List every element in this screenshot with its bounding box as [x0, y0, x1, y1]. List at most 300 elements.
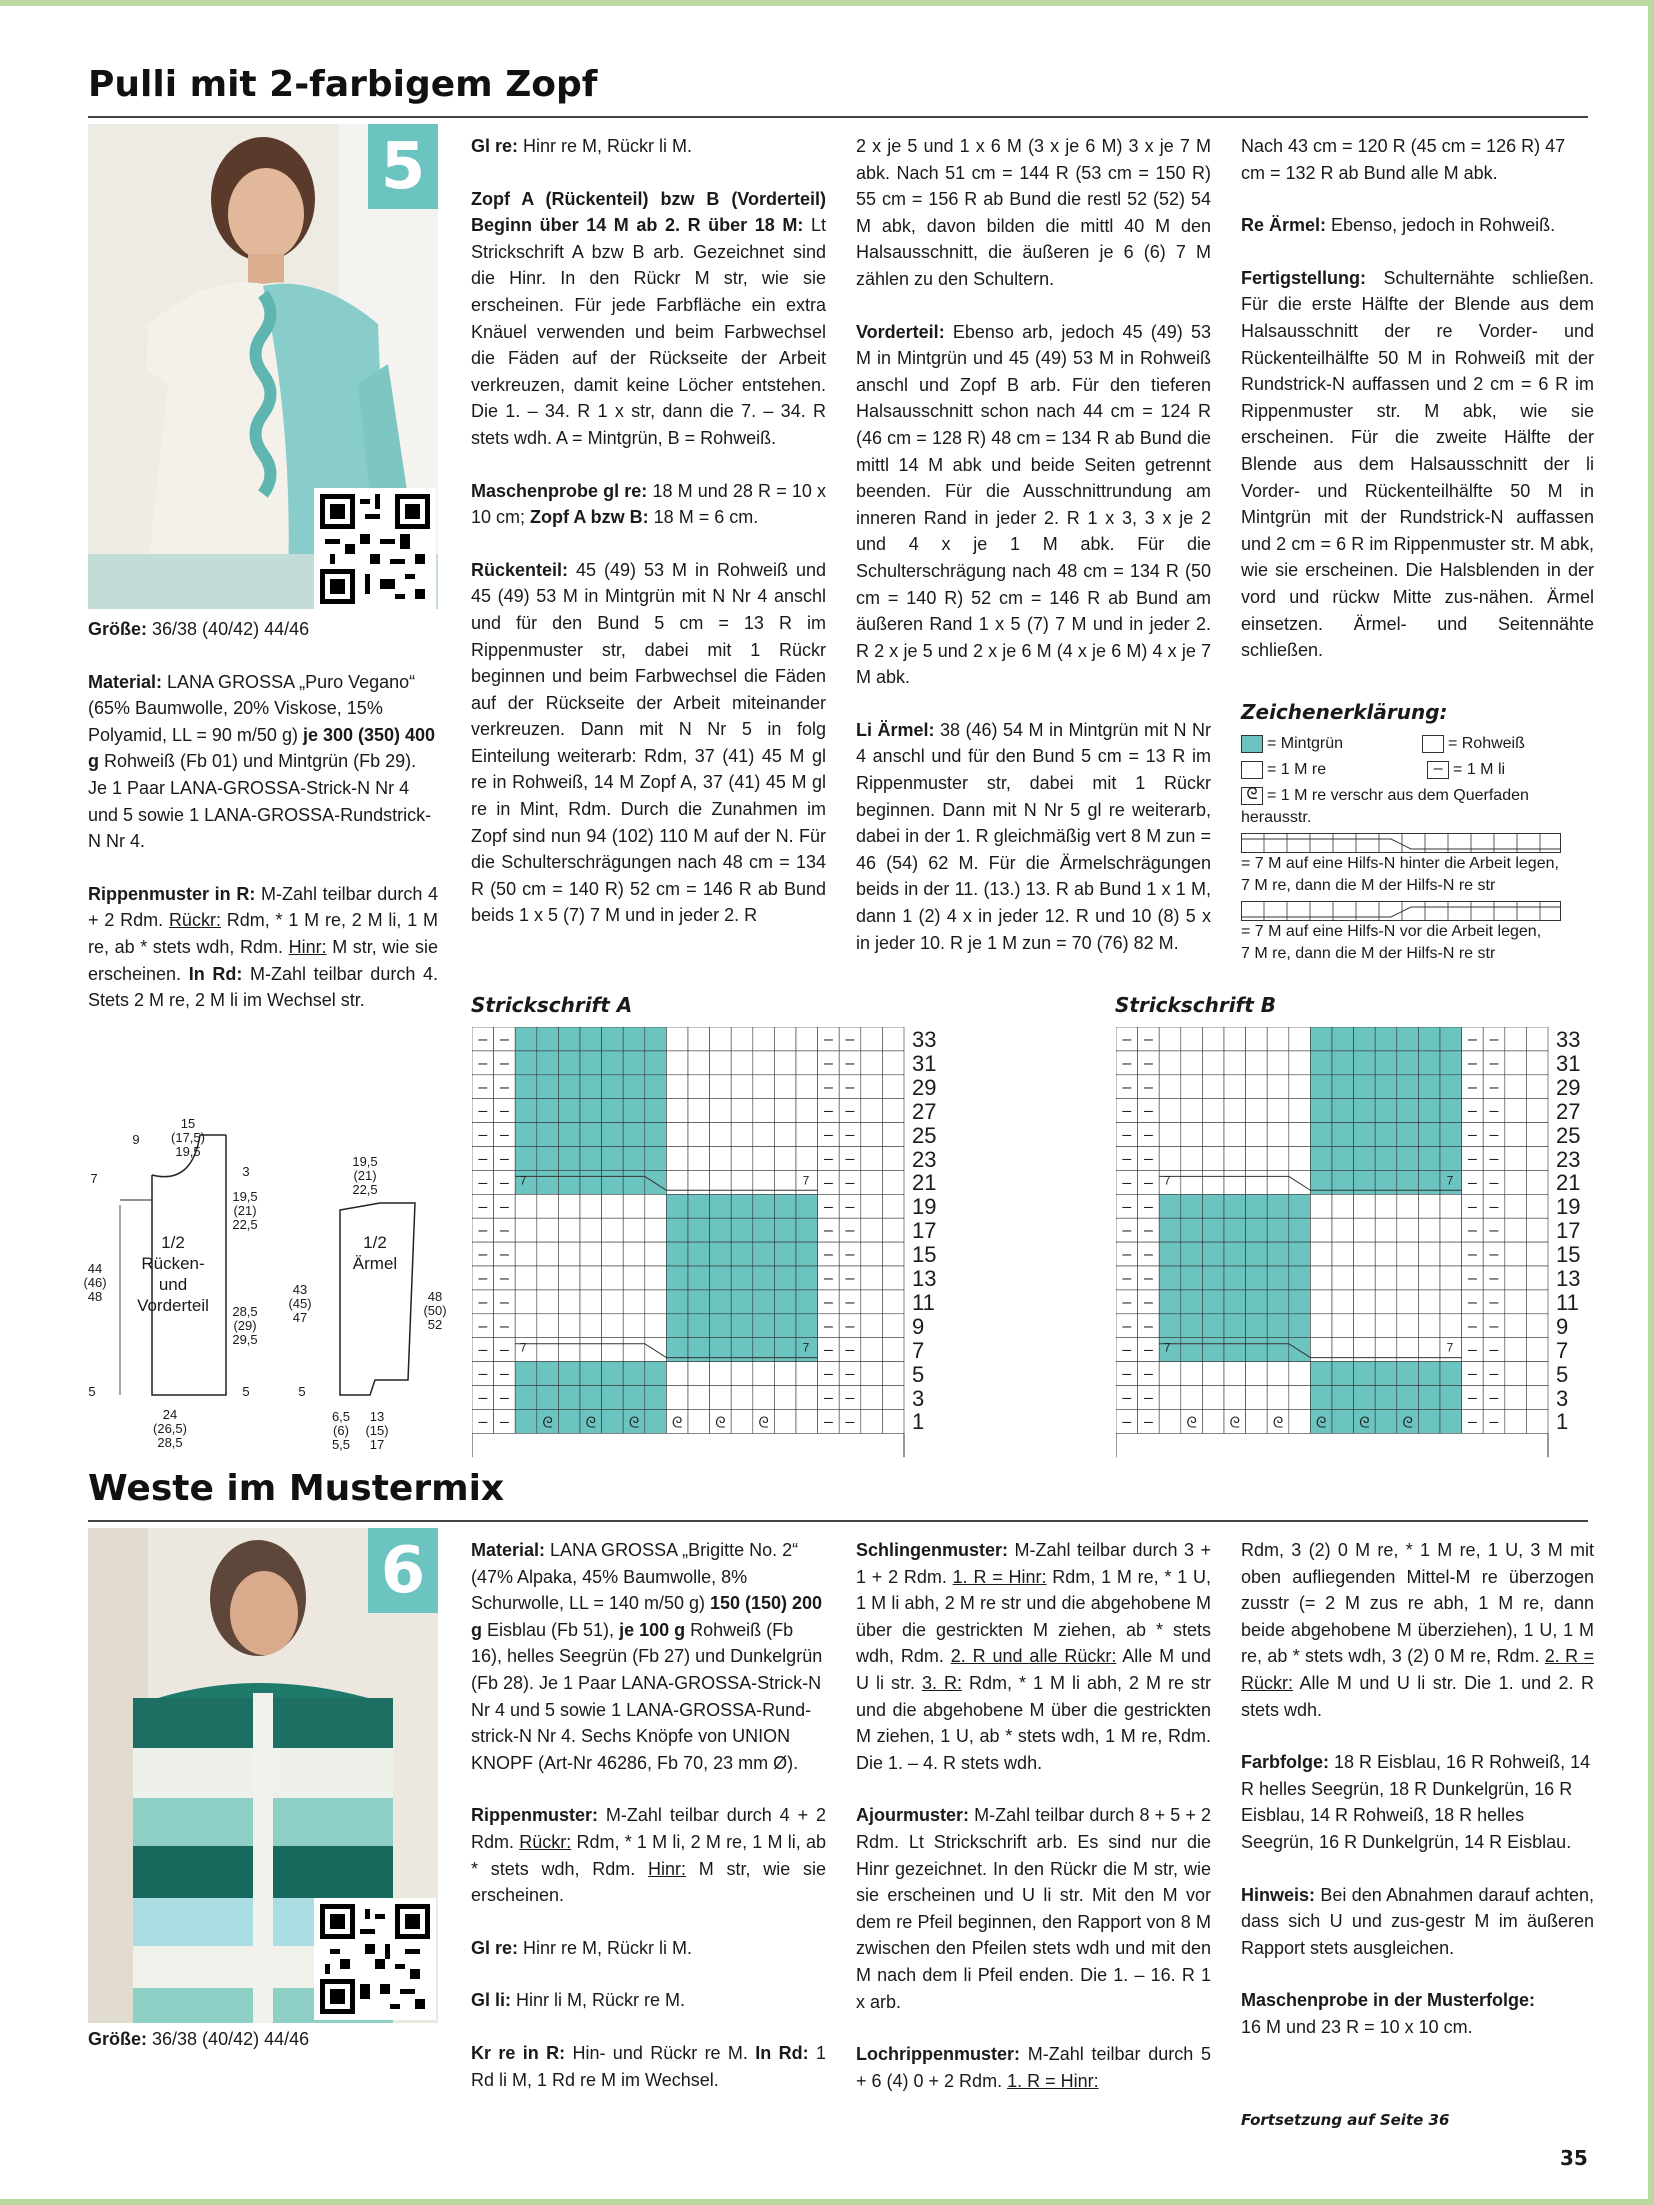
chart-cell	[882, 1290, 904, 1314]
chart-cell	[537, 1027, 559, 1051]
s2-mat-bold2: je 100 g	[619, 1619, 686, 1640]
schema-5a: 5	[88, 1384, 96, 1399]
chart-cell	[753, 1123, 775, 1147]
chart-cell	[688, 1147, 710, 1171]
chart-cell	[537, 1099, 559, 1123]
purl-symbol: –	[1143, 1078, 1153, 1096]
chart-cell	[1159, 1027, 1181, 1051]
chart-cell	[580, 1338, 602, 1362]
rippen-label: Rippenmuster in R:	[88, 883, 256, 904]
schema-s13: 13	[369, 1409, 385, 1424]
purl-symbol: –	[1489, 1293, 1499, 1311]
chart-cell	[580, 1075, 602, 1099]
chart-cell	[1440, 1242, 1462, 1266]
legend-cable2-a: = 7 M auf eine Hilfs-N vor die Arbeit legen,	[1241, 923, 1542, 940]
cable-7-left: 7	[519, 1340, 527, 1355]
chart-cell	[710, 1218, 732, 1242]
chart-cell	[558, 1075, 580, 1099]
schema-7: 7	[90, 1171, 98, 1186]
chart-cell	[861, 1027, 883, 1051]
chart-cell	[688, 1075, 710, 1099]
chart-cell	[1418, 1147, 1440, 1171]
purl-symbol: –	[823, 1389, 833, 1407]
row-number: 17	[1556, 1218, 1581, 1244]
purl-symbol: –	[823, 1222, 833, 1240]
chart-cell	[666, 1314, 688, 1338]
schema-s52: 52	[427, 1317, 443, 1332]
cross-stitch-symbol: ᘓ	[1359, 1414, 1370, 1432]
chart-cell	[1246, 1314, 1268, 1338]
chart-cell	[1310, 1386, 1332, 1410]
continuation-note[interactable]: Fortsetzung auf Seite 36	[1241, 2111, 1450, 2129]
chart-cell	[1267, 1051, 1289, 1075]
purl-symbol: –	[845, 1365, 855, 1383]
chart-cell	[753, 1266, 775, 1290]
chart-cell	[1224, 1314, 1246, 1338]
chart-cell	[1440, 1027, 1462, 1051]
purl-symbol: –	[823, 1293, 833, 1311]
chart-cell	[796, 1075, 818, 1099]
chart-cell	[1224, 1099, 1246, 1123]
chart-cell	[1267, 1338, 1289, 1362]
s2-ajour-text: M-Zahl teilbar durch 8 + 5 + 2 Rdm. Lt Strickschrift arb. Es sind nur die Hinr gezeichnet. In den Rückr die M str, wie sie erscheinen und U li str. Mit den M vor dem re Pfeil beginnen, den Rapport von 8 M zwischen den Pfeilen stets wdh und mit den M nach dem li Pfeil enden. Die 1. – 16. R 1 x arb.	[856, 1805, 1211, 2012]
chart-cell	[1267, 1290, 1289, 1314]
schema-24: 24	[162, 1407, 178, 1422]
chart-cell	[731, 1242, 753, 1266]
chart-cell	[753, 1386, 775, 1410]
purl-symbol: –	[823, 1269, 833, 1287]
chart-cell	[882, 1051, 904, 1075]
chart-cell	[515, 1314, 537, 1338]
chart-cell	[882, 1409, 904, 1433]
chart-cell	[1202, 1218, 1224, 1242]
s2-rip-hinr: Hinr:	[648, 1858, 687, 1879]
chart-cell	[602, 1409, 624, 1433]
section2-badge: 6	[368, 1528, 438, 1613]
chart-cell	[1526, 1123, 1548, 1147]
chart-cell	[623, 1242, 645, 1266]
s2-glli-label: Gl li:	[471, 1990, 511, 2011]
chart-cell	[1354, 1194, 1376, 1218]
chart-cell	[602, 1147, 624, 1171]
chart-cell	[710, 1099, 732, 1123]
section1-title-rule	[88, 116, 1588, 118]
chart-cell	[1224, 1075, 1246, 1099]
cross-stitch-symbol: ᘓ	[1186, 1414, 1197, 1432]
chart-cell	[731, 1194, 753, 1218]
chart-cell	[1202, 1242, 1224, 1266]
chart-cell	[1397, 1075, 1419, 1099]
chart-cell	[1246, 1027, 1268, 1051]
chart-cell	[666, 1051, 688, 1075]
chart-cell	[1332, 1362, 1354, 1386]
chart-cell	[602, 1338, 624, 1362]
chart-cell	[1354, 1099, 1376, 1123]
chart-cell	[1375, 1409, 1397, 1433]
chart-cell	[1526, 1075, 1548, 1099]
row-number: 33	[1556, 1027, 1581, 1052]
schema-back-label: 1/2 Rücken- und Vorderteil	[137, 1233, 209, 1315]
chart-cell	[882, 1099, 904, 1123]
section1-col2	[471, 133, 826, 955]
schema-s43: 43	[292, 1282, 308, 1297]
s2-col4-u1: 2. R = Rückr:	[1241, 1646, 1594, 1693]
material-label: Material:	[88, 671, 163, 692]
chart-cell	[645, 1194, 667, 1218]
chart-cell	[1181, 1075, 1203, 1099]
s2-kr-inrd: In Rd:	[755, 2042, 809, 2063]
purl-symbol: –	[1143, 1150, 1153, 1168]
section2-col3	[856, 1537, 1211, 2120]
purl-symbol: –	[478, 1293, 488, 1311]
chart-cell	[1354, 1386, 1376, 1410]
purl-symbol: –	[1122, 1054, 1132, 1072]
chart-cell	[1375, 1362, 1397, 1386]
row-number: 5	[912, 1361, 925, 1387]
row-number: 23	[912, 1146, 937, 1172]
purl-symbol: –	[845, 1389, 855, 1407]
schema-s225: 22,5	[352, 1182, 378, 1197]
cable-7-left: 7	[1163, 1173, 1171, 1188]
chart-cell	[623, 1290, 645, 1314]
chart-cell	[1375, 1218, 1397, 1242]
chart-cell	[1418, 1362, 1440, 1386]
chart-cell	[1354, 1290, 1376, 1314]
purl-symbol: –	[499, 1365, 509, 1383]
purl-symbol: –	[1467, 1174, 1477, 1192]
chart-cell	[558, 1218, 580, 1242]
row-number: 33	[912, 1027, 937, 1052]
s2-mat-text2: Eisblau (Fb 51),	[482, 1619, 620, 1640]
size-value: 36/38 (40/42) 44/46	[147, 619, 310, 639]
chart-cell	[1181, 1362, 1203, 1386]
s2-size-label: Größe:	[88, 2029, 148, 2049]
chart-cell	[1418, 1194, 1440, 1218]
purl-symbol: –	[1467, 1054, 1477, 1072]
row-number: 11	[1556, 1289, 1579, 1315]
s2-loch-text: M-Zahl teilbar durch 5 + 6 (4) 0 + 2 Rdm.	[856, 2044, 1211, 2091]
chart-cell	[1332, 1218, 1354, 1242]
s2-mat-text: LANA GROSSA „Brigitte No. 2“ (47% Alpaka, 45% Baumwolle, 8% Schurwolle, LL = 140 m/50 g)	[471, 1540, 799, 1614]
chart-cell	[796, 1147, 818, 1171]
schema-195b: 19,5	[232, 1189, 258, 1204]
purl-symbol: –	[1489, 1246, 1499, 1264]
chart-cell	[710, 1362, 732, 1386]
chart-cell	[731, 1123, 753, 1147]
purl-symbol: –	[845, 1126, 855, 1144]
legend-re: = 1 M re	[1267, 761, 1327, 778]
chart-cell	[1526, 1314, 1548, 1338]
chart-cell	[537, 1314, 559, 1338]
chart-cell	[1375, 1147, 1397, 1171]
chart-cell	[1440, 1386, 1462, 1410]
chart-cell	[1202, 1123, 1224, 1147]
chart-cell	[1267, 1123, 1289, 1147]
probe-zopf-label: Zopf A bzw B:	[530, 507, 649, 528]
purl-symbol: –	[845, 1030, 855, 1048]
chart-cell	[666, 1266, 688, 1290]
chart-cell	[688, 1218, 710, 1242]
purl-symbol: –	[1143, 1293, 1153, 1311]
chart-cell	[537, 1194, 559, 1218]
chart-cell	[1332, 1099, 1354, 1123]
chart-cell	[1526, 1290, 1548, 1314]
chart-cell	[1181, 1218, 1203, 1242]
chart-cell	[1397, 1290, 1419, 1314]
chart-cell	[688, 1386, 710, 1410]
s2-rip-text3: M str, wie sie erscheinen.	[471, 1858, 826, 1906]
chart-cell	[1397, 1362, 1419, 1386]
chart-cell	[1267, 1362, 1289, 1386]
chart-cell	[861, 1075, 883, 1099]
chart-cell	[537, 1170, 559, 1194]
purl-symbol: –	[499, 1102, 509, 1120]
chart-cell	[1224, 1123, 1246, 1147]
chart-cell	[1505, 1362, 1527, 1386]
purl-symbol: –	[1467, 1293, 1477, 1311]
chart-cell	[753, 1147, 775, 1171]
chart-cell	[602, 1051, 624, 1075]
chart-cell	[1289, 1147, 1311, 1171]
chart-cell	[580, 1051, 602, 1075]
purl-symbol: –	[1122, 1293, 1132, 1311]
purl-symbol: –	[845, 1150, 855, 1168]
chart-cell	[1418, 1051, 1440, 1075]
s2-loch-label: Lochrippenmuster:	[856, 2044, 1021, 2065]
chart-cell	[623, 1170, 645, 1194]
chart-cell	[623, 1266, 645, 1290]
chart-cell	[1224, 1290, 1246, 1314]
schema-s50: (50)	[423, 1303, 447, 1318]
chart-cell	[1505, 1051, 1527, 1075]
chart-cell	[645, 1290, 667, 1314]
chart-cell	[1332, 1194, 1354, 1218]
chart-cell	[882, 1027, 904, 1051]
purl-symbol: –	[1122, 1102, 1132, 1120]
chart-cell	[1159, 1099, 1181, 1123]
chart-cell	[753, 1027, 775, 1051]
chart-cell	[1159, 1218, 1181, 1242]
chart-cell	[666, 1386, 688, 1410]
chart-cell	[537, 1290, 559, 1314]
chart-cell	[666, 1218, 688, 1242]
purl-symbol: –	[845, 1269, 855, 1287]
s2-schl-text4: Rdm, * 1 M li abh, 2 M re str und die abgehobene M über die gestrickten M ziehen, 1 U, ab * stets wdh, 1 M re, Rdm. Die 1. – 4. R stets wdh.	[856, 1672, 1211, 1773]
chart-cell	[1267, 1386, 1289, 1410]
chart-cell	[515, 1409, 537, 1433]
chart-cell	[1440, 1362, 1462, 1386]
schema-s15: (15)	[365, 1423, 389, 1438]
purl-symbol: –	[499, 1293, 509, 1311]
chart-cell	[1505, 1147, 1527, 1171]
chart-cell	[1181, 1290, 1203, 1314]
ruecken-text: 45 (49) 53 M in Rohweiß und 45 (49) 53 M in Mintgrün mit N Nr 4 anschl und für den Bund 5 cm = 13 R im Rippenmuster str, dabei mit 1 Rückr beginnen und beim Farbwechsel die Fäden auf der Rückseite der Arbeit miteinander verkreuzen. Dann mit N Nr 5 in folg Einteilung weiterarb: Rdm, 37 (41) 45 M gl re in Rohweiß, 14 M Zopf A, 37 (41) 45 M gl re in Mint, Rdm. Durch die Zunahmen im Zopf sind nun 94 (102) 110 M auf der N. Für die Schulterschrägungen nach 48 cm = 134 R (50 cm = 140 R) 52 cm = 146 R ab Bund beids 1 x 5 (7) 7 M und in jeder 2. R	[471, 559, 826, 926]
chart-cell	[861, 1290, 883, 1314]
col4-text1: Nach 43 cm = 120 R (45 cm = 126 R) 47 cm = 132 R ab Bund alle M abk.	[1241, 136, 1566, 183]
purl-symbol: –	[499, 1150, 509, 1168]
chart-cell	[558, 1147, 580, 1171]
swatch-li: –	[1427, 761, 1449, 779]
chart-cell	[731, 1290, 753, 1314]
rippen-rueckr: Rückr:	[168, 910, 221, 931]
legend-cable1-a: = 7 M auf eine Hilfs-N hinter die Arbeit legen,	[1241, 855, 1559, 872]
chart-cell	[1289, 1194, 1311, 1218]
li-aermel-text: 38 (46) 54 M in Mintgrün mit N Nr 4 anschl und für den Bund 5 cm = 13 R im Rippenmuster str, dabei mit 1 Rückr beginnen. Dann mit N Nr 5 gl re weiterarb, dabei in der 1. R gleichmäßig vert 8 M zun = 46 (54) 62 M. Für die Ärmelschrägungen beids in der 11. (13.) 13. R ab Bund 1 x 1 M, dann 1 (2) 4 x in jeder 12. R und 10 (8) 5 x in jeder 10. R je 1 M zun = 70 (76) 82 M.	[856, 719, 1212, 953]
li-aermel-label: Li Ärmel:	[856, 719, 935, 740]
s2-schl-text3: Alle M und U li str.	[856, 1646, 1212, 1693]
chart-cell	[645, 1075, 667, 1099]
s2-kr-label: Kr re in R:	[471, 2042, 566, 2063]
legend-cable2-b: 7 M re, dann die M der Hilfs-N re str	[1241, 945, 1496, 962]
chart-cell	[1418, 1027, 1440, 1051]
purl-symbol: –	[1467, 1030, 1477, 1048]
chart-cell	[1332, 1409, 1354, 1433]
chart-cell	[1418, 1123, 1440, 1147]
purl-symbol: –	[1143, 1054, 1153, 1072]
chart-cell	[1354, 1147, 1376, 1171]
chart-cell	[1397, 1194, 1419, 1218]
chart-cell	[1375, 1075, 1397, 1099]
chart-cell	[1332, 1386, 1354, 1410]
purl-symbol: –	[823, 1246, 833, 1264]
chart-cell	[1526, 1194, 1548, 1218]
purl-symbol: –	[499, 1341, 509, 1359]
chart-cell	[882, 1075, 904, 1099]
chart-cell	[558, 1051, 580, 1075]
chartA-title: Strickschrift A	[471, 993, 633, 1017]
chart-cell	[666, 1027, 688, 1051]
chart-cell	[1418, 1242, 1440, 1266]
s2-schl-u3: 3. R:	[921, 1672, 962, 1693]
purl-symbol: –	[478, 1389, 488, 1407]
chart-cell	[861, 1362, 883, 1386]
purl-symbol: –	[1467, 1246, 1477, 1264]
chart-cell	[623, 1218, 645, 1242]
chart-cell	[558, 1290, 580, 1314]
chart-cell	[558, 1314, 580, 1338]
chart-cell	[645, 1218, 667, 1242]
chart-cell	[1526, 1051, 1548, 1075]
chart-cell	[796, 1123, 818, 1147]
purl-symbol: –	[1467, 1389, 1477, 1407]
legend-white: = Rohweiß	[1447, 735, 1525, 752]
chart-cell	[580, 1242, 602, 1266]
chart-cell	[1289, 1123, 1311, 1147]
chart-cell	[602, 1314, 624, 1338]
chart-cell	[1526, 1218, 1548, 1242]
chart-cell	[882, 1170, 904, 1194]
chart-cell	[580, 1314, 602, 1338]
chart-cell	[558, 1123, 580, 1147]
chart-cell	[1289, 1290, 1311, 1314]
section1-qr-code[interactable]	[314, 488, 436, 610]
section2-qr-code[interactable]	[314, 1898, 436, 2020]
chart-cell	[1246, 1386, 1268, 1410]
purl-symbol: –	[1489, 1365, 1499, 1383]
legend-cable1-b: 7 M re, dann die M der Hilfs-N re str	[1241, 877, 1496, 894]
purl-symbol: –	[823, 1102, 833, 1120]
chart-cell	[558, 1266, 580, 1290]
purl-symbol: –	[1489, 1389, 1499, 1407]
chart-cell	[623, 1362, 645, 1386]
chart-cell	[1310, 1194, 1332, 1218]
chart-cell	[1246, 1290, 1268, 1314]
chart-cell	[580, 1123, 602, 1147]
section2-title: Weste im Mustermix	[88, 1468, 505, 1509]
chart-cell	[861, 1170, 883, 1194]
chart-cell	[1224, 1338, 1246, 1362]
chart-cell	[731, 1266, 753, 1290]
purl-symbol: –	[1143, 1246, 1153, 1264]
cable-7-right: 7	[802, 1340, 810, 1355]
chart-cell	[731, 1147, 753, 1171]
purl-symbol: –	[823, 1365, 833, 1383]
schema-s65: 6,5	[331, 1409, 351, 1424]
chart-cell	[1440, 1218, 1462, 1242]
chart-cell	[1440, 1314, 1462, 1338]
chart-cell	[753, 1194, 775, 1218]
purl-symbol: –	[1489, 1126, 1499, 1144]
chart-cell	[774, 1409, 796, 1433]
chart-cell	[731, 1386, 753, 1410]
chart-cell	[731, 1218, 753, 1242]
chart-cell	[1159, 1386, 1181, 1410]
page-number: 35	[1560, 2146, 1588, 2170]
chart-cell	[1375, 1123, 1397, 1147]
chart-cell	[710, 1194, 732, 1218]
chart-cell	[537, 1218, 559, 1242]
chart-cell	[1354, 1051, 1376, 1075]
chart-cell	[602, 1194, 624, 1218]
chart-cell	[1354, 1075, 1376, 1099]
chart-cell	[1202, 1409, 1224, 1433]
chart-cell	[861, 1218, 883, 1242]
chart-cell	[666, 1099, 688, 1123]
purl-symbol: –	[1143, 1365, 1153, 1383]
chart-cell	[1224, 1051, 1246, 1075]
chart-cell	[688, 1099, 710, 1123]
schema-s6: (6)	[333, 1423, 349, 1438]
chart-cell	[774, 1242, 796, 1266]
chart-cell	[1375, 1242, 1397, 1266]
chart-cell	[1375, 1051, 1397, 1075]
chart-cell	[882, 1194, 904, 1218]
chart-cell	[1181, 1123, 1203, 1147]
chart-cell	[796, 1314, 818, 1338]
chart-cell	[1526, 1099, 1548, 1123]
chart-cell	[580, 1194, 602, 1218]
purl-symbol: –	[499, 1413, 509, 1431]
chart-cell	[1159, 1242, 1181, 1266]
row-number: 9	[912, 1313, 925, 1339]
chart-cell	[580, 1218, 602, 1242]
chart-cell	[1526, 1027, 1548, 1051]
purl-symbol: –	[478, 1030, 488, 1048]
section1-col3	[856, 133, 1211, 982]
chart-cell	[1310, 1027, 1332, 1051]
chart-cell	[1397, 1051, 1419, 1075]
chart-cell	[602, 1386, 624, 1410]
chart-cell	[537, 1123, 559, 1147]
chart-cell	[774, 1075, 796, 1099]
chart-cell	[1181, 1051, 1203, 1075]
row-number: 9	[1556, 1313, 1569, 1339]
chart-cell	[1418, 1290, 1440, 1314]
section1-badge: 5	[368, 124, 438, 209]
s2-rip-text: M-Zahl teilbar durch 4 + 2 Rdm.	[471, 1805, 826, 1852]
chart-cell	[1289, 1218, 1311, 1242]
chart-cell	[1289, 1075, 1311, 1099]
